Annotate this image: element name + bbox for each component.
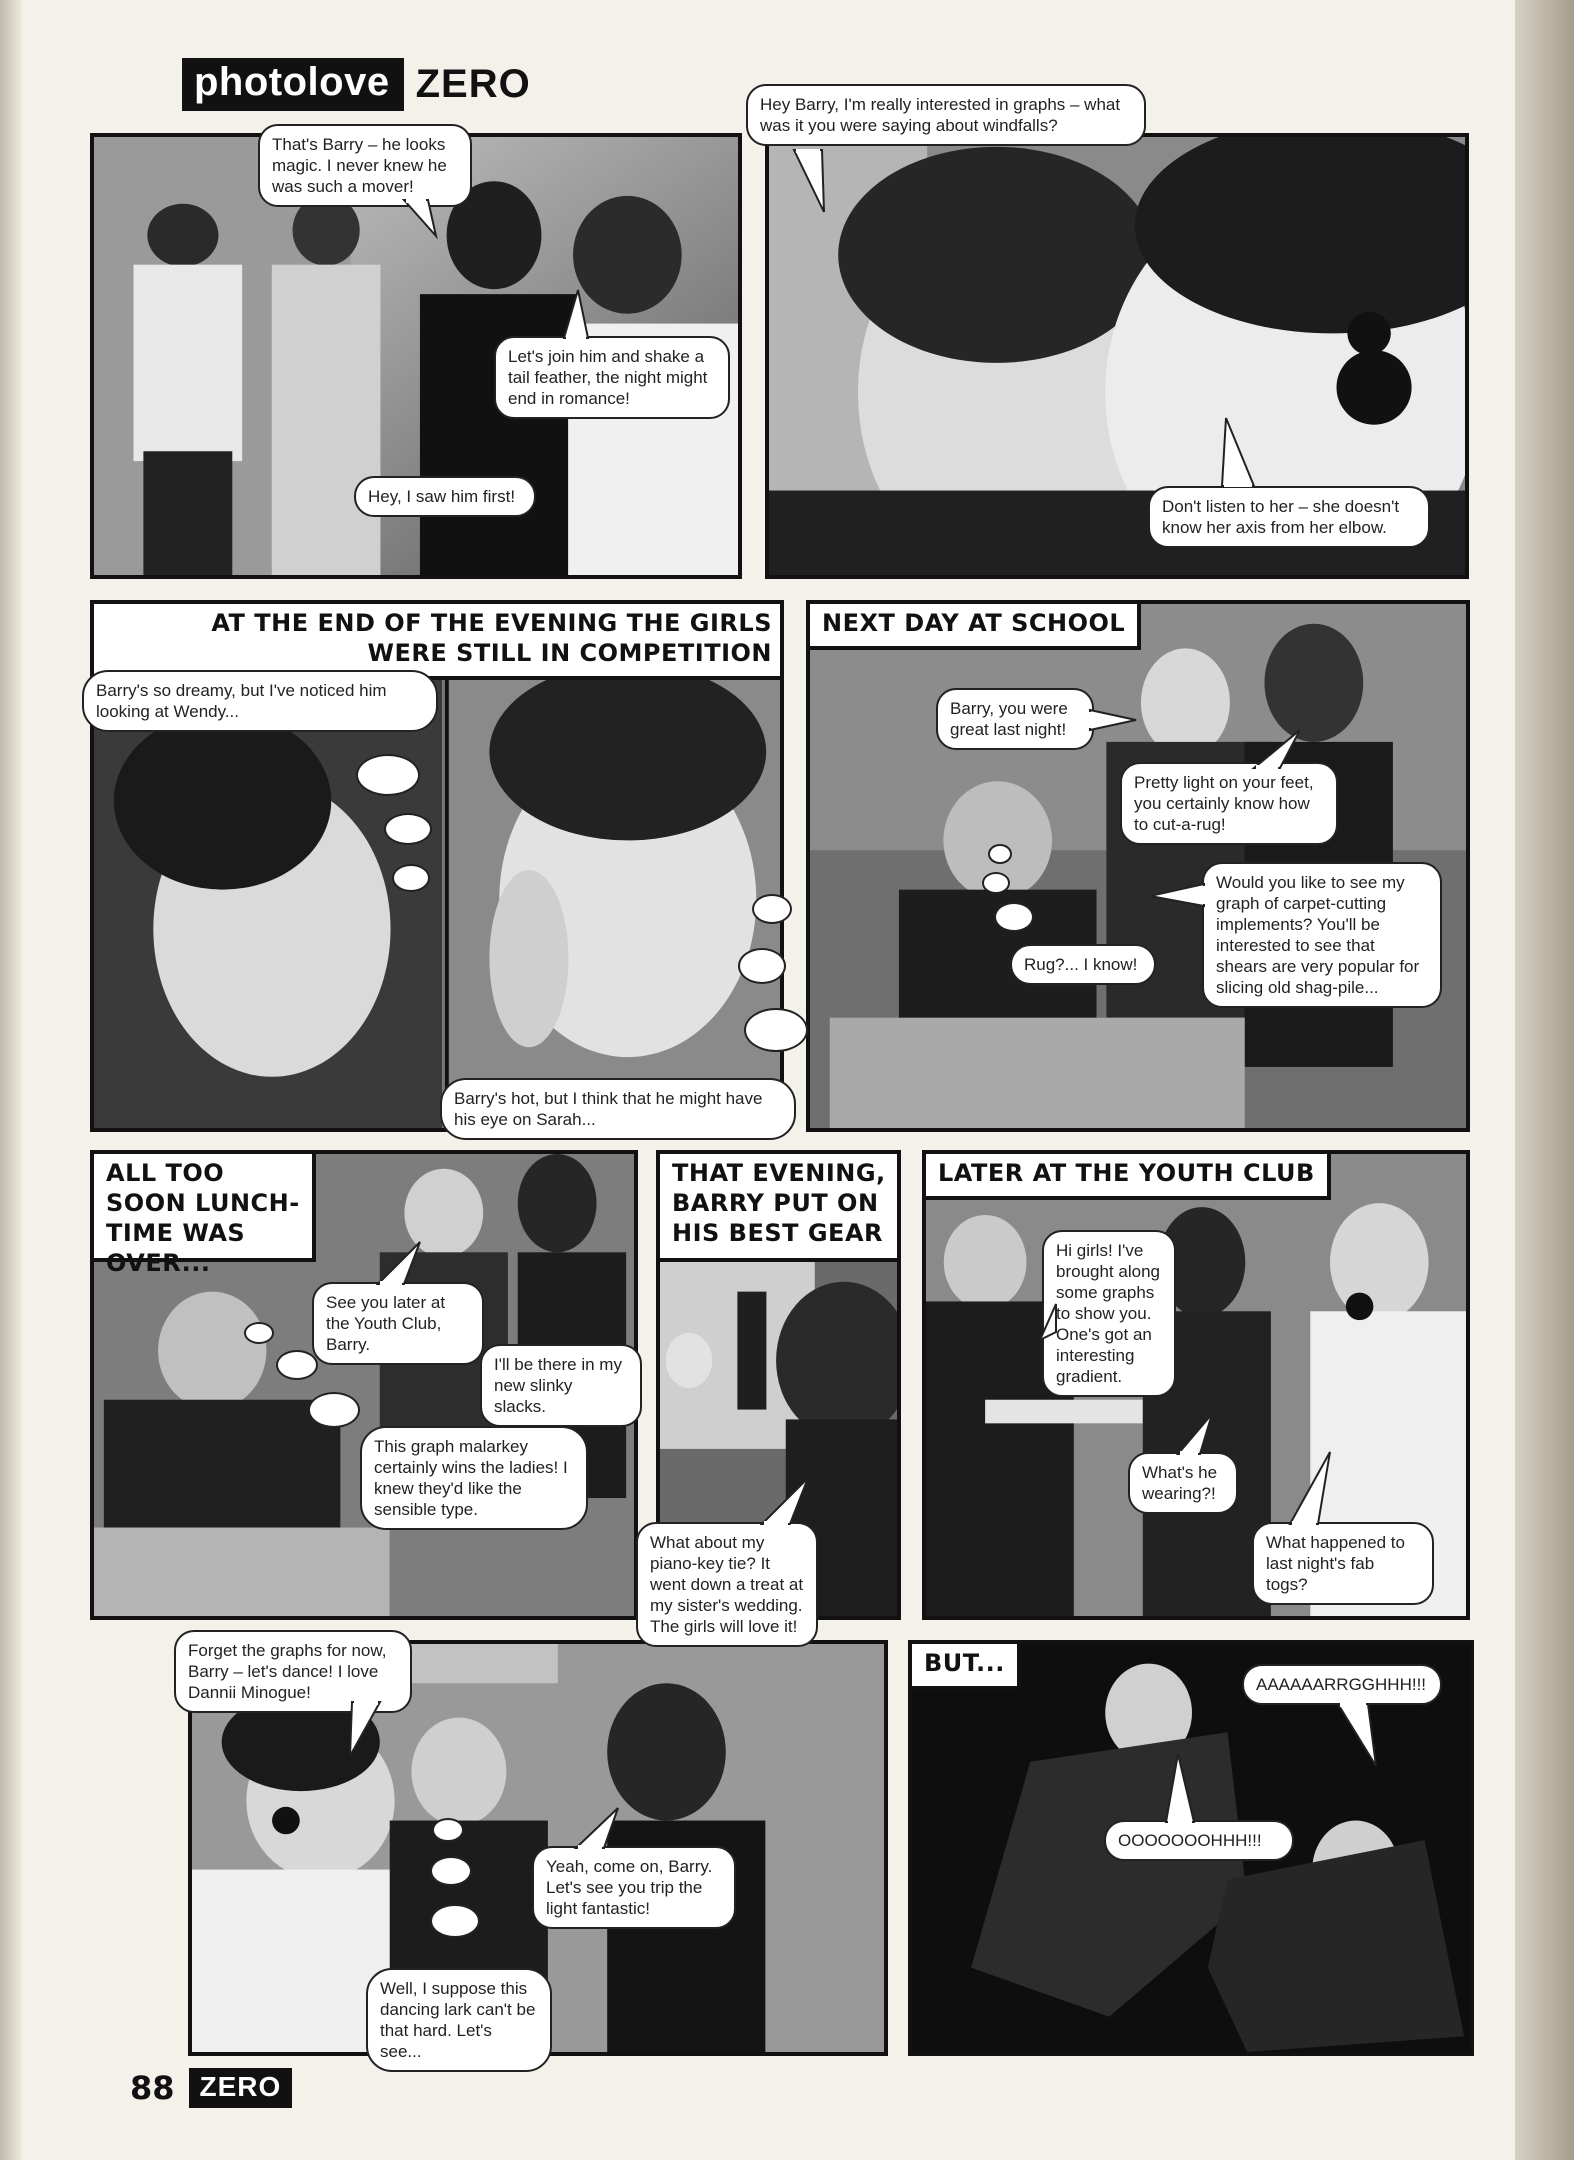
speech-bubble: Hi girls! I've brought along some graphs to show you. One's got an interesting gradient. xyxy=(1042,1230,1176,1397)
page-edge xyxy=(1515,0,1574,2160)
narration-caption: BUT... xyxy=(908,1640,1021,1690)
speech-tail xyxy=(1090,706,1140,736)
thought-bubble: Rug?... I know! xyxy=(1010,944,1156,985)
speech-bubble: Hey, I saw him first! xyxy=(354,476,536,517)
speech-bubble: OOOOOOOHHH!!! xyxy=(1104,1820,1294,1861)
thought-dot xyxy=(432,1818,464,1842)
thought-dot xyxy=(356,754,420,796)
speech-tail xyxy=(1254,730,1304,770)
speech-bubble: I'll be there in my new slinky slacks. xyxy=(480,1344,642,1427)
speech-tail xyxy=(400,200,440,240)
thought-dot xyxy=(430,1856,472,1886)
thought-dot xyxy=(308,1392,360,1428)
page-number: 88 xyxy=(130,2069,175,2107)
speech-bubble: Let's join him and shake a tail feather, the night might end in romance! xyxy=(494,336,730,419)
thought-dot xyxy=(276,1350,318,1380)
thought-dot xyxy=(982,872,1010,894)
narration-caption: NEXT DAY AT SCHOOL xyxy=(806,600,1141,650)
speech-bubble: AAAAAARRGGHHH!!! xyxy=(1242,1664,1442,1705)
speech-tail xyxy=(760,1478,810,1526)
speech-bubble: Don't listen to her – she doesn't know her axis from her elbow. xyxy=(1148,486,1430,548)
thought-bubble: This graph malarkey certainly wins the ladies! I knew they'd like the sensible type. xyxy=(360,1426,588,1530)
speech-bubble: Hey Barry, I'm really interested in graphs – what was it you were saying about windfalls? xyxy=(746,84,1146,146)
thought-bubble: Barry's hot, but I think that he might have his eye on Sarah... xyxy=(440,1078,796,1140)
speech-tail xyxy=(1334,1704,1380,1768)
narration-caption: THAT EVENING, BARRY PUT ON HIS BEST GEAR xyxy=(656,1150,901,1262)
thought-bubble: Well, I suppose this dancing lark can't be that hard. Let's see... xyxy=(366,1968,552,2072)
thought-dot xyxy=(392,864,430,892)
narration-caption: LATER AT THE YOUTH CLUB xyxy=(922,1150,1331,1200)
thought-dot xyxy=(430,1904,480,1938)
speech-tail xyxy=(1164,1754,1204,1824)
thought-dot xyxy=(994,902,1034,932)
thought-dot xyxy=(384,813,432,845)
book-spine xyxy=(0,0,22,2160)
speech-bubble: What's he wearing?! xyxy=(1128,1452,1238,1514)
speech-tail xyxy=(1150,882,1206,912)
speech-bubble: Yeah, come on, Barry. Let's see you trip the light fantastic! xyxy=(532,1846,736,1929)
speech-tail xyxy=(1288,1452,1338,1526)
thought-dot xyxy=(988,844,1012,864)
thought-dot xyxy=(244,1322,274,1344)
speech-tail xyxy=(1040,1302,1060,1342)
speech-tail xyxy=(790,150,830,214)
speech-tail xyxy=(1218,418,1268,488)
thought-bubble: Barry's so dreamy, but I've noticed him looking at Wendy... xyxy=(82,670,438,732)
speech-bubble: Would you like to see my graph of carpet-cutting implements? You'll be interested to see that shears are very popular for slicing old shag-pile... xyxy=(1202,862,1442,1008)
speech-bubble: Barry, you were great last night! xyxy=(936,688,1094,750)
speech-bubble: Forget the graphs for now, Barry – let's dance! I love Dannii Minogue! xyxy=(174,1630,412,1713)
thought-dot xyxy=(744,1008,808,1052)
speech-bubble: What happened to last night's fab togs? xyxy=(1252,1522,1434,1605)
page-header xyxy=(182,58,531,110)
speech-bubble: See you later at the Youth Club, Barry. xyxy=(312,1282,484,1365)
page-footer xyxy=(130,2068,292,2108)
speech-tail xyxy=(346,1702,392,1758)
speech-bubble: That's Barry – he looks magic. I never knew he was such a mover! xyxy=(258,124,472,207)
speech-bubble: What about my piano-key tie? It went down a treat at my sister's wedding. The girls will love it! xyxy=(636,1522,818,1647)
thought-dot xyxy=(738,948,786,984)
thought-dot xyxy=(752,894,792,924)
speech-tail xyxy=(558,290,598,340)
footer-magazine-logo: ZERO xyxy=(189,2068,293,2108)
speech-bubble: Pretty light on your feet, you certainly know how to cut-a-rug! xyxy=(1120,762,1338,845)
zero-title: ZERO xyxy=(415,61,531,106)
speech-tail xyxy=(376,1242,422,1286)
speech-tail xyxy=(574,1808,620,1850)
narration-caption: ALL TOO SOON LUNCH-TIME WAS OVER... xyxy=(90,1150,316,1262)
photolove-badge: photolove xyxy=(182,58,404,111)
narration-caption: AT THE END OF THE EVENING THE GIRLS WERE STILL IN COMPETITION xyxy=(90,600,784,680)
speech-tail xyxy=(1176,1414,1216,1456)
